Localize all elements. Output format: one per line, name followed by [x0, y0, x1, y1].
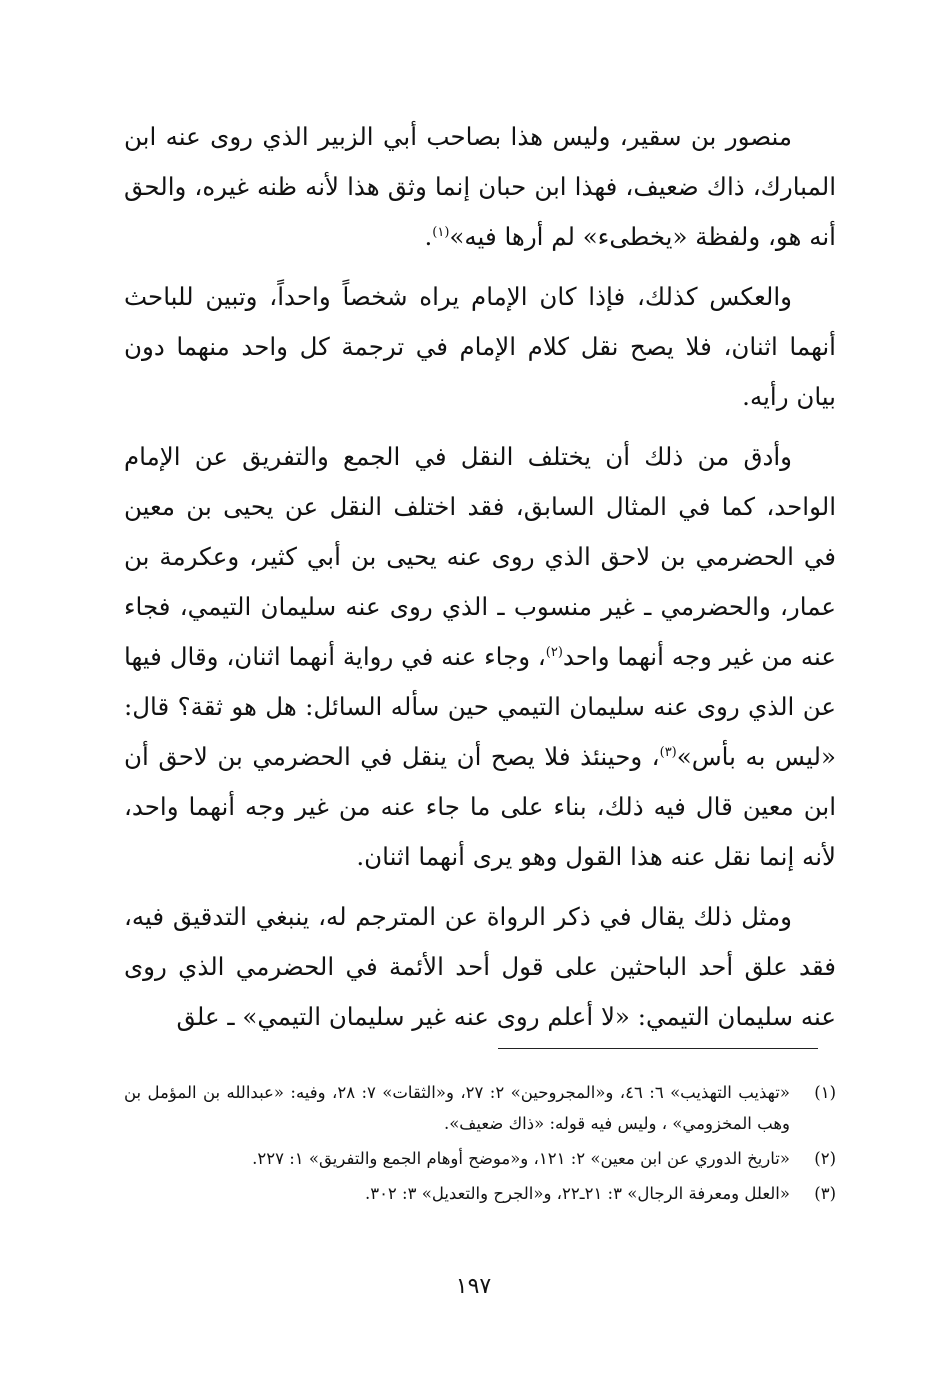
paragraph-2-text: والعكس كذلك، فإذا كان الإمام يراه شخصاً واحداً، وتبين للباحث أنهما اثنان، فلا يصح نقل كلام الإمام في ترجمة كل واحد منهما دون بيان رأيه. [124, 282, 836, 411]
footnote-number: (٣) [814, 1184, 836, 1203]
paragraph-3-text-b: ، وجاء عنه في رواية أنهما اثنان، وقال فيها عن الذي روى عنه سليمان التيمي حين سأله السائل: هل هو ثقة؟ قال: «ليس به بأس» [124, 642, 836, 771]
paragraph-3-text-a: وأدق من ذلك أن يختلف النقل في الجمع والتفريق عن الإمام الواحد، كما في المثال السابق، فقد اختلف النقل عن يحيى بن معين في الحضرمي بن لاحق الذي روى عنه يحيى بن أبي كثير، وعكرمة بن عمار، والحضرمي ـ غير منسوب ـ الذي روى عنه سليمان التيمي، فجاء عنه من غير وجه أنهما واحد [124, 442, 836, 671]
footnotes [124, 1077, 836, 1213]
footnote-number: (٢) [814, 1149, 836, 1168]
main-text [124, 112, 836, 1052]
paragraph-1-end: . [424, 222, 433, 251]
paragraph-3 [124, 432, 836, 882]
footnote-item [124, 1178, 836, 1209]
footnote-separator [498, 1048, 818, 1049]
footnote-text: «تهذيب التهذيب» ٦: ٤٦، و«المجروحين» ٢: ٢٧، و«الثقات» ٧: ٢٨، وفيه: «عبدالله بن المؤمل بن وهب المخزومي» ، وليس فيه قوله: «ذاك ضعيف». [124, 1083, 790, 1133]
paragraph-2 [124, 272, 836, 422]
footnote-ref-3: (٣) [659, 744, 677, 760]
paragraph-1-text: منصور بن سقير، وليس هذا بصاحب أبي الزبير الذي روى عنه ابن المبارك، ذاك ضعيف، فهذا ابن حبان إنما وثق هذا لأنه ظنه غيره، والحق أنه هو، ولفظة «يخطىء» لم أرها فيه» [124, 122, 836, 251]
paragraph-4 [124, 892, 836, 1042]
footnote-number: (١) [814, 1083, 836, 1102]
footnote-item [124, 1143, 836, 1174]
footnote-text: «العلل ومعرفة الرجال» ٣: ٢١ـ٢٢، و«الجرح والتعديل» ٣: ٣٠٢. [364, 1184, 790, 1203]
footnote-text: «تاريخ الدوري عن ابن معين» ٢: ١٢١، و«موضح أوهام الجمع والتفريق» ١: ٢٢٧. [252, 1149, 790, 1168]
footnote-ref-1: (١) [432, 224, 450, 240]
paragraph-4-text: ومثل ذلك يقال في ذكر الرواة عن المترجم له، ينبغي التدقيق فيه، فقد علق أحد الباحثين على قول أحد الأئمة في الحضرمي الذي روى عنه سليمان التيمي: «لا أعلم روى عنه غير سليمان التيمي» ـ علق [124, 902, 836, 1031]
paragraph-3-text-c: ، وحينئذ فلا يصح أن ينقل في الحضرمي بن لاحق أن ابن معين قال فيه ذلك، بناء على ما جاء عنه من غير وجه أنهما واحد، لأنه إنما نقل عنه هذا القول وهو يرى أنهما اثنان. [124, 742, 836, 871]
footnote-item [124, 1077, 836, 1139]
paragraph-1 [124, 112, 836, 262]
footnote-ref-2: (٢) [545, 644, 563, 660]
page-number: ١٩٧ [455, 1274, 492, 1299]
